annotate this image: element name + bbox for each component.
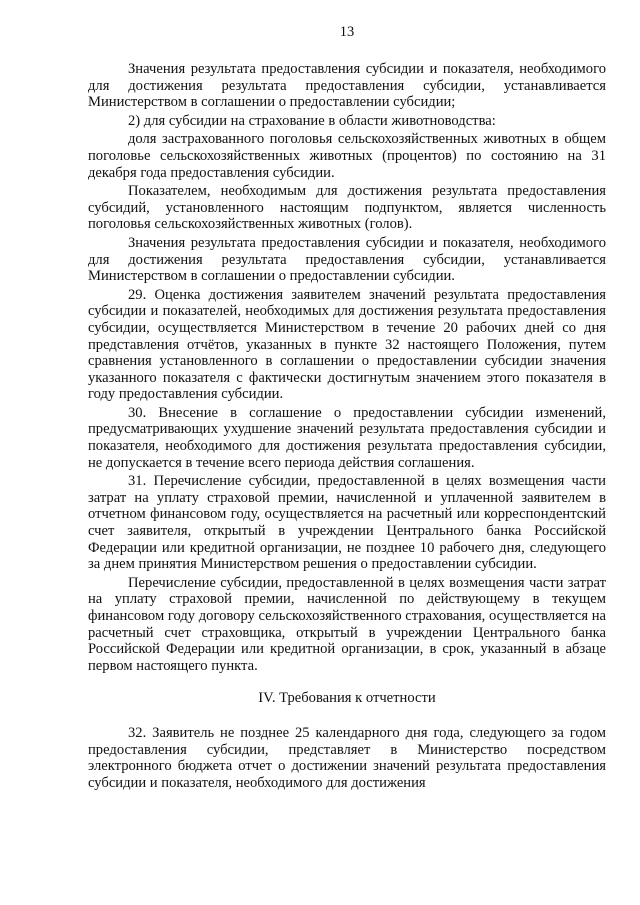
- paragraph-item-30: 30. Внесение в соглашение о предоставлении субсидии изменений, предусматривающих ухудшение значений результата предоставления субсидии и показателя, необходимого для достижения результата предоставления субсидии, не допускается в течение всего периода действия соглашения.: [88, 404, 606, 471]
- document-body: [88, 61, 606, 791]
- paragraph-item-31-transfer: Перечисление субсидии, предоставленной в целях возмещения части затрат на уплату страховой премии, начисленной по действующему в текущем финансовом году договору сельскохозяйственного страхования, осуществляется на расчетный счет страховщика, открытый в учреждении Центрального банка Российской Федерации или кредитной организации, в срок, указанный в абзаце первом настоящего пункта.: [88, 574, 606, 674]
- paragraph-indicator-livestock: Показателем, необходимым для достижения результата предоставления субсидий, установленного настоящим подпунктом, является численность поголовья сельскохозяйственных животных (голов).: [88, 183, 606, 233]
- paragraph-item-29: 29. Оценка достижения заявителем значений результата предоставления субсидии и показателей, необходимых для достижения результата предоставления субсидии, осуществляется Министерством в течение 20 рабочих дней со дня представления отчётов, указанных в пункте 32 настоящего Положения, путем сравнения установленного в соглашении о предоставлении субсидии значения указанного показателя с фактически достигнутым значением этого показателя в году предоставления субсидии.: [88, 286, 606, 403]
- paragraph-results-values-2: Значения результата предоставления субсидии и показателя, необходимого для достижения результата предоставления субсидии, устанавливается Министерством в соглашении о предоставлении субсидии.: [88, 234, 606, 285]
- page-number: 13: [339, 24, 355, 40]
- section-heading: IV. Требования к отчетности: [258, 690, 436, 707]
- paragraph-results-values: Значения результата предоставления субсидии и показателя, необходимого для достижения результата предоставления субсидии, устанавливается Министерством в соглашении о предоставлении субсидии;: [88, 61, 606, 111]
- paragraph-item-32: 32. Заявитель не позднее 25 календарного дня года, следующего за годом предоставления субсидии, представляет в Министерство посредством электронного бюджета отчет о достижении значений результата предоставления субсидии и показателя, необходимого для достижения: [88, 724, 606, 791]
- paragraph-item-31: 31. Перечисление субсидии, предоставленной в целях возмещения части затрат на уплату страховой премии, начисленной и уплаченной заявителем в отчетном финансовом году, осуществляется на расчетный или корреспондентский счет заявителя, открытый в учреждении Центрального банка Российской Федерации или кредитной организации, не позднее 10 рабочего дня, следующего за днем принятия Министерством решения о предоставлении субсидии.: [88, 473, 606, 573]
- paragraph-insured-share: доля застрахованного поголовья сельскохозяйственных животных в общем поголовье сельскохозяйственных животных (процентов) по состоянию на 31 декабря года предоставления субсидии.: [88, 131, 606, 181]
- paragraph-livestock-insurance: 2) для субсидии на страхование в области животноводства:: [128, 112, 496, 129]
